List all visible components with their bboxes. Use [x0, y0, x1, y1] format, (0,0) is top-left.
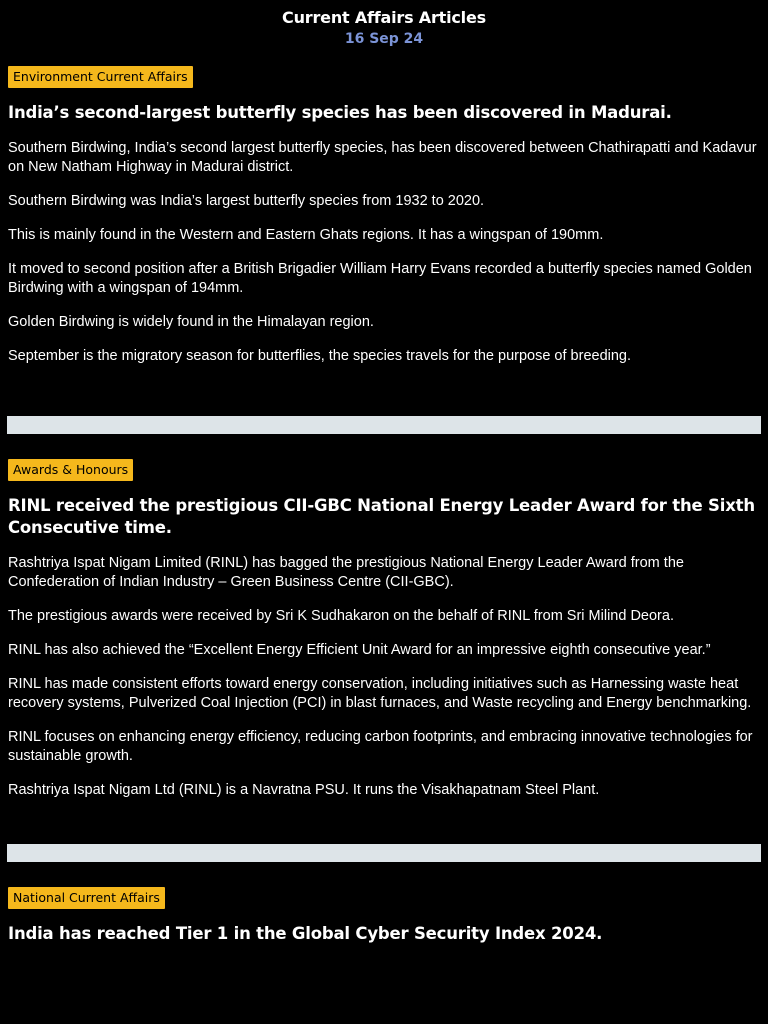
- category-badge[interactable]: Awards & Honours: [8, 459, 133, 481]
- category-badge[interactable]: Environment Current Affairs: [8, 66, 193, 88]
- page-title: Current Affairs Articles: [282, 8, 486, 27]
- article-paragraph: Rashtriya Ispat Nigam Limited (RINL) has bagged the prestigious National Energy Leader Award from the Confederation of Indian Industry – Green Business Centre (CII-GBC).: [8, 555, 684, 590]
- article-card: [0, 887, 768, 945]
- article-paragraph: September is the migratory season for butterflies, the species travels for the purpose of breeding.: [8, 348, 632, 364]
- article-headline[interactable]: RINL received the prestigious CII-GBC National Energy Leader Award for the Sixth Consecutive time.: [8, 496, 755, 537]
- article-paragraph: RINL has also achieved the “Excellent Energy Efficient Unit Award for an impressive eighth consecutive year.”: [8, 642, 711, 658]
- page-header: [0, 0, 768, 49]
- category-badge[interactable]: National Current Affairs: [8, 887, 165, 909]
- article-paragraph: Rashtriya Ispat Nigam Ltd (RINL) is a Navratna PSU. It runs the Visakhapatnam Steel Plant.: [8, 782, 600, 798]
- article-divider: [7, 844, 761, 862]
- article-headline[interactable]: India has reached Tier 1 in the Global Cyber Security Index 2024.: [8, 924, 603, 943]
- article-paragraph: It moved to second position after a British Brigadier William Harry Evans recorded a butterfly species named Golden Birdwing with a wingspan of 194mm.: [8, 261, 752, 296]
- article-paragraph: RINL has made consistent efforts toward energy conservation, including initiatives such as Harnessing waste heat recovery systems, Pulverized Coal Injection (PCI) in blast furnaces, and Waste recycling and Energy benchmarking.: [8, 676, 752, 711]
- article-paragraph: RINL focuses on enhancing energy efficiency, reducing carbon footprints, and embracing innovative technologies for sustainable growth.: [8, 729, 753, 764]
- article-paragraph: Southern Birdwing was India’s largest butterfly species from 1932 to 2020.: [8, 193, 485, 209]
- article-headline[interactable]: India’s second-largest butterfly species has been discovered in Madurai.: [8, 103, 672, 122]
- article-paragraph: Southern Birdwing, India’s second largest butterfly species, has been discovered between Chathirapatti and Kadavur on New Natham Highway in Madurai district.: [8, 140, 757, 175]
- article-card: [0, 459, 768, 800]
- article-paragraph: This is mainly found in the Western and Eastern Ghats regions. It has a wingspan of 190mm.: [8, 227, 604, 243]
- article-paragraph: The prestigious awards were received by Sri K Sudhakaron on the behalf of RINL from Sri Milind Deora.: [8, 608, 674, 624]
- article-paragraph: Golden Birdwing is widely found in the Himalayan region.: [8, 314, 374, 330]
- article-divider: [7, 416, 761, 434]
- page-date: 16 Sep 24: [344, 31, 424, 47]
- article-card: [0, 66, 768, 366]
